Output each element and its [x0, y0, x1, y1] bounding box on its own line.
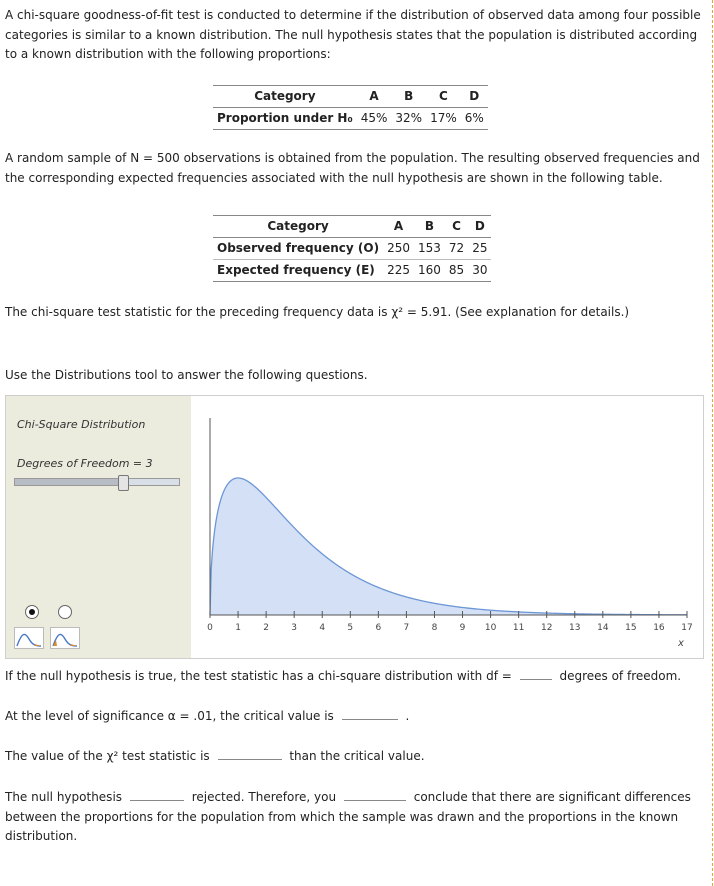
x-tick-label-4: 4	[319, 623, 326, 633]
x-tick-label-11: 11	[512, 623, 525, 633]
question-conclusion	[5, 788, 705, 847]
question-comparison	[5, 747, 705, 767]
x-tick-label-10: 10	[484, 623, 497, 633]
one-tail-radio[interactable]	[25, 605, 39, 619]
density-area	[210, 478, 687, 615]
page-border	[712, 0, 713, 886]
x-tick-label-3: 3	[291, 623, 298, 633]
question-critical-value	[5, 707, 705, 727]
x-tick-label-2: 2	[263, 623, 269, 633]
table1-row-label: Proportion under H₀	[213, 108, 357, 130]
expected-label: Expected frequency (E)	[213, 260, 383, 282]
table1-cat-b: B	[391, 86, 426, 108]
table1-cat-c: C	[426, 86, 461, 108]
intro-text: A chi-square goodness-of-fit test is conducted to determine if the distribution of observed data among four possible categories is similar to a known distribution. The null hypothesis states that the population is distributed according to a known distribution with the following proportions:	[5, 8, 701, 61]
observed-label: Observed frequency (O)	[213, 238, 383, 260]
observed-d: 25	[468, 238, 491, 260]
q4-part3: conclude that there are significant differences between the proportions for the population from which the sample was drawn and the proportions in the known distribution.	[5, 790, 691, 843]
x-tick-label-13: 13	[569, 623, 581, 633]
expected-d: 30	[468, 260, 491, 282]
frequency-table	[213, 215, 491, 282]
comparison-blank[interactable]	[218, 748, 282, 760]
x-tick-label-15: 15	[625, 623, 637, 633]
table1-val-b: 32%	[391, 108, 426, 130]
table1-cat-d: D	[461, 86, 488, 108]
expected-b: 160	[414, 260, 445, 282]
x-tick-label-7: 7	[403, 623, 410, 633]
x-tick-label-9: 9	[459, 623, 466, 633]
q2-text: At the level of significance α = .01, the critical value is	[5, 709, 334, 723]
table2-cat-d: D	[468, 216, 491, 238]
observed-c: 72	[445, 238, 468, 260]
x-tick-label-0: 0	[207, 623, 213, 633]
q3-suffix: than the critical value.	[289, 749, 425, 763]
x-tick-label-17: 17	[681, 623, 693, 633]
observed-b: 153	[414, 238, 445, 260]
table2-cat-c: C	[445, 216, 468, 238]
table2-cat-a: A	[383, 216, 414, 238]
df-slider-handle[interactable]	[118, 475, 129, 491]
question-df	[5, 667, 705, 687]
table1-header-label: Category	[213, 86, 357, 108]
tool-title: Chi-Square Distribution	[17, 418, 146, 431]
conclusion-blank[interactable]	[344, 789, 406, 801]
q4-part1: The null hypothesis	[5, 790, 123, 804]
df-slider-fill	[15, 479, 123, 485]
two-tail-icon[interactable]	[50, 627, 80, 649]
df-slider[interactable]	[14, 478, 180, 486]
q1-suffix: degrees of freedom.	[559, 669, 682, 683]
proportion-table	[213, 85, 488, 130]
one-tail-icon[interactable]	[14, 627, 44, 649]
x-tick-label-6: 6	[375, 623, 382, 633]
q4-part2: rejected. Therefore, you	[191, 790, 337, 804]
tool-control-panel	[6, 396, 191, 658]
observed-a: 250	[383, 238, 414, 260]
x-tick-label-5: 5	[347, 623, 354, 633]
x-tick-label-12: 12	[540, 623, 553, 633]
critical-value-blank[interactable]	[342, 708, 398, 720]
expected-a: 225	[383, 260, 414, 282]
df-label: Degrees of Freedom = 3	[17, 457, 153, 470]
table1-val-a: 45%	[357, 108, 392, 130]
chi-square-plot	[192, 396, 702, 658]
x-tick-label-14: 14	[597, 623, 609, 633]
distributions-tool	[5, 395, 704, 659]
x-tick-label-1: 1	[235, 623, 241, 633]
expected-c: 85	[445, 260, 468, 282]
q3-text: The value of the χ² test statistic is	[5, 749, 210, 763]
x-tick-label-16: 16	[653, 623, 665, 633]
q2-suffix: .	[405, 709, 410, 723]
table2-cat-b: B	[414, 216, 445, 238]
two-tail-radio[interactable]	[58, 605, 72, 619]
instruction-text: Use the Distributions tool to answer the following questions.	[5, 368, 368, 382]
table1-cat-a: A	[357, 86, 392, 108]
statistic-text: The chi-square test statistic for the preceding frequency data is χ² = 5.91. (See explanation for details.)	[5, 305, 630, 319]
table1-val-c: 17%	[426, 108, 461, 130]
q1-text: If the null hypothesis is true, the test statistic has a chi-square distribution with df =	[5, 669, 512, 683]
sample-text: A random sample of N = 500 observations is obtained from the population. The resulting observed frequencies and the corresponding expected frequencies associated with the null hypothesis are shown in the following table.	[5, 151, 700, 185]
table1-val-d: 6%	[461, 108, 488, 130]
table2-header-label: Category	[213, 216, 383, 238]
x-tick-label-8: 8	[431, 623, 438, 633]
x-axis-label: x	[678, 638, 684, 649]
null-hypothesis-blank[interactable]	[130, 789, 184, 801]
df-answer-blank[interactable]	[520, 668, 552, 680]
